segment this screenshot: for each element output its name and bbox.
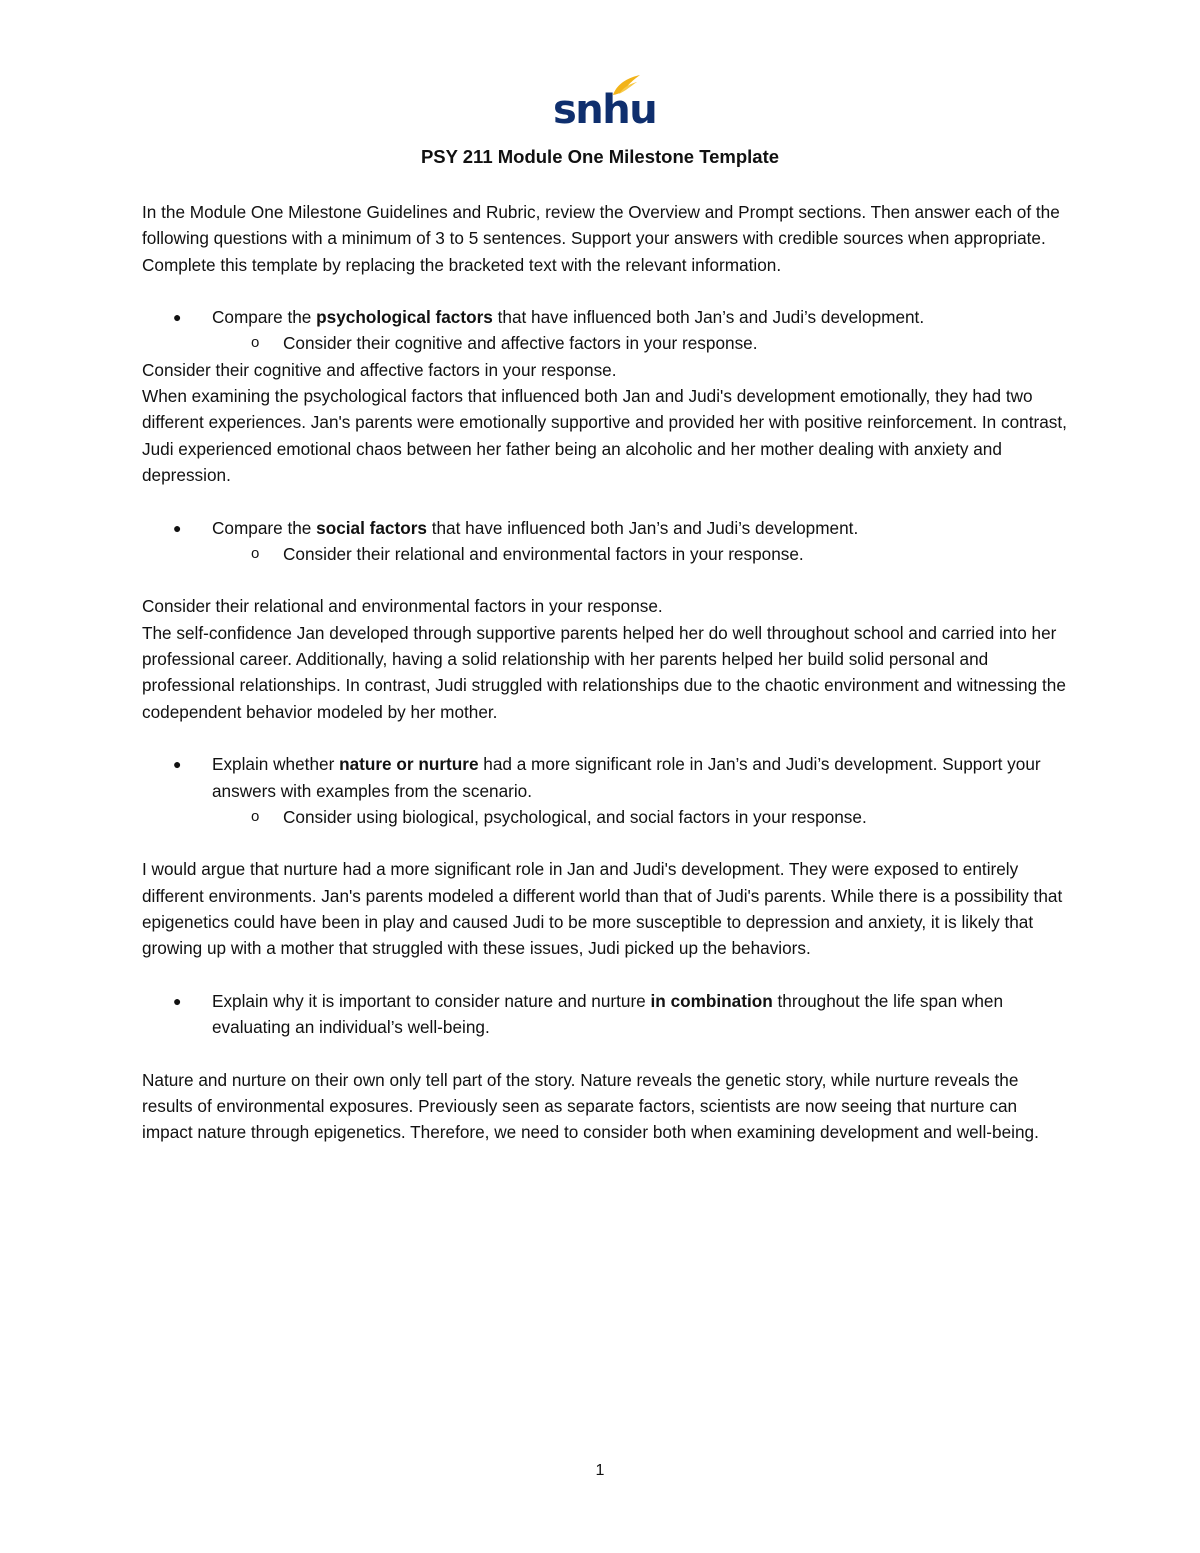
bullet-icon: ●	[173, 309, 182, 326]
question-1	[142, 304, 1067, 357]
question-3-text: ● Explain whether nature or nurture had a more significant role in Jan’s and Judi’s development. Support your answers with examples from the scenario.	[142, 751, 1067, 804]
document-body	[142, 199, 1067, 1146]
question-2-text: ● Compare the social factors that have influenced both Jan’s and Judi’s development.	[142, 515, 1067, 541]
sub-bullet-icon: o	[251, 807, 260, 825]
snhu-logo	[553, 74, 657, 134]
intro-paragraph: In the Module One Milestone Guidelines and Rubric, review the Overview and Prompt sections. Then answer each of the following questions with a minimum of 3 to 5 sentences. Support your answers with credible sources when appropriate. Complete this template by replacing the bracketed text with the relevant information.	[142, 202, 1060, 275]
question-4	[142, 988, 1067, 1041]
answer-2-body: The self-confidence Jan developed through supportive parents helped her do well throughout school and carried into her professional career. Additionally, having a solid relationship with her parents helped her build solid personal and professional relationships. In contrast, Judi struggled with relationships due to the chaotic environment and witnessing the codependent behavior modeled by her mother.	[142, 622, 1066, 722]
answer-3: I would argue that nurture had a more significant role in Jan and Judi's development. They were exposed to entirely different environments. Jan's parents modeled a different world than that of Judi's parents. While there is a possibility that epigenetics could have been in play and caused Judi to be more susceptible to depression and anxiety, it is likely that growing up with a mother that struggled with these issues, Judi picked up the behaviors.	[142, 859, 1063, 959]
answer-1-body: When examining the psychological factors that influenced both Jan and Judi's development emotionally, they had two different experiences. Jan's parents were emotionally supportive and provided her with positive reinforcement. In contrast, Judi experienced emotional chaos between her father being an alcoholic and her mother dealing with anxiety and depression.	[142, 386, 1067, 485]
question-3	[142, 751, 1067, 830]
answer-1-lead: Consider their cognitive and affective factors in your response.	[142, 359, 617, 380]
bullet-icon: ●	[173, 756, 182, 773]
answer-2-lead: Consider their relational and environmental factors in your response.	[142, 596, 663, 617]
page-title: PSY 211 Module One Milestone Template	[420, 146, 780, 167]
question-2-subpoint: o Consider their relational and environmental factors in your response.	[142, 541, 1067, 567]
question-1-text: ● Compare the psychological factors that have influenced both Jan’s and Judi’s development.	[142, 304, 1067, 330]
logo-wordmark: snhu	[553, 87, 657, 133]
question-2	[142, 515, 1067, 568]
question-4-text: ● Explain why it is important to consider nature and nurture in combination throughout the life span when evaluating an individual’s well-being.	[142, 988, 1067, 1041]
answer-4: Nature and nurture on their own only tell part of the story. Nature reveals the genetic story, while nurture reveals the results of environmental exposures. Previously seen as separate factors, scientists are now seeing that nurture can impact nature through epigenetics. Therefore, we need to consider both when examining development and well-being.	[142, 1069, 1039, 1143]
question-3-subpoint: o Consider using biological, psychological, and social factors in your response.	[142, 804, 1067, 830]
bullet-icon: ●	[173, 519, 182, 536]
sub-bullet-icon: o	[251, 334, 260, 352]
sub-bullet-icon: o	[251, 544, 260, 562]
page-number: 1	[595, 1462, 605, 1479]
bullet-icon: ●	[173, 992, 182, 1009]
question-1-subpoint: o Consider their cognitive and affective factors in your response.	[142, 330, 1067, 356]
